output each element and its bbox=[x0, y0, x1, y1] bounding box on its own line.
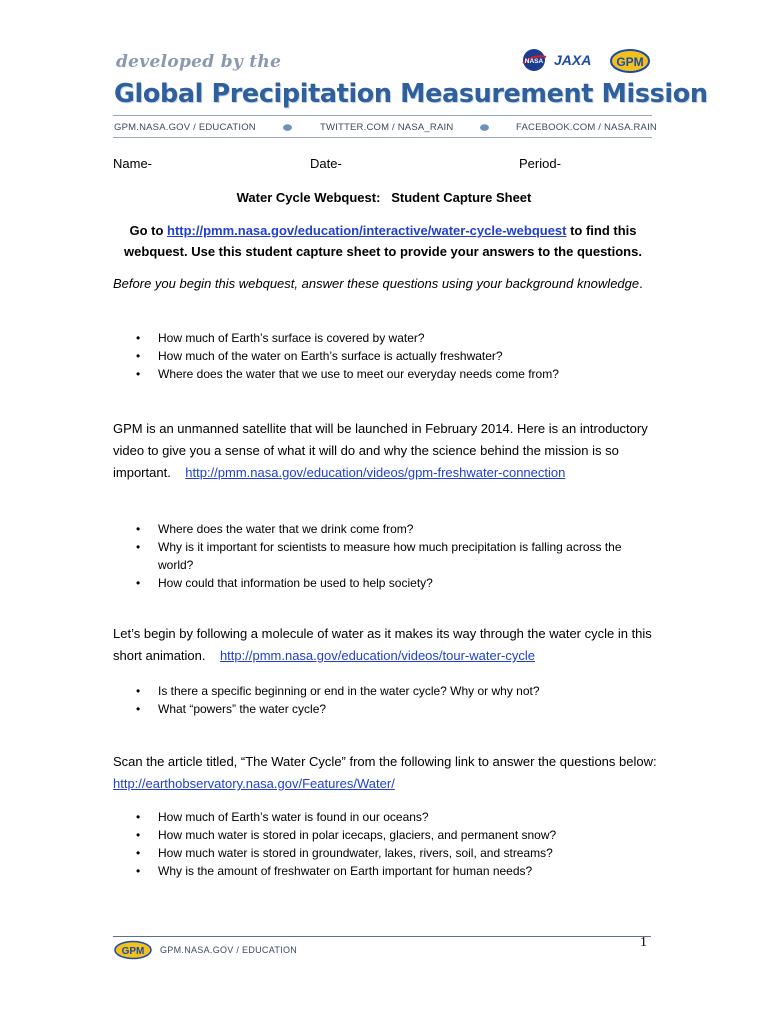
list-item: • How much of Earth’s water is found in our oceans? bbox=[113, 808, 658, 826]
footer-url: GPM.NASA.GOV / EDUCATION bbox=[160, 945, 298, 955]
question-list-article bbox=[113, 808, 658, 880]
list-item: • How could that information be used to help society? bbox=[113, 574, 658, 592]
gpm-text: GPM is an unmanned satellite that will be launched in February 2014. Here is an introductory video to give you a sense of what it will do and why the science behind the mission is so important. bbox=[113, 421, 648, 480]
nasa-logo-icon bbox=[523, 49, 546, 71]
partner-logos bbox=[520, 44, 650, 76]
list-item: • How much water is stored in groundwater, lakes, rivers, soil, and streams? bbox=[113, 844, 658, 862]
question-list-background bbox=[113, 329, 658, 383]
list-item: • How much water is stored in polar icecaps, glaciers, and permanent snow? bbox=[113, 826, 658, 844]
list-item: • Where does the water that we use to meet our everyday needs come from? bbox=[113, 365, 658, 383]
list-item: • Why is the amount of freshwater on Earth important for human needs? bbox=[113, 862, 658, 880]
social-twitter: TWITTER.COM / NASA_RAIN bbox=[320, 122, 454, 133]
name-field-label: Name- bbox=[113, 156, 153, 171]
footer-divider bbox=[113, 936, 651, 937]
goto-post: to find this webquest. Use this student capture sheet to provide your answers to the questions. bbox=[124, 223, 642, 259]
date-field-label: Date- bbox=[310, 156, 342, 171]
jaxa-logo-text: JAXA bbox=[554, 52, 592, 68]
molecule-text: Let’s begin by following a molecule of water as it makes its way through the water cycle in this short animation. bbox=[113, 626, 652, 663]
page-title: Water Cycle Webquest: Student Capture Sheet bbox=[236, 190, 532, 205]
page-number: 1 bbox=[640, 935, 647, 950]
period-field-label: Period- bbox=[519, 156, 561, 171]
article-text: Scan the article titled, “The Water Cycle” from the following link to answer the questions below: bbox=[113, 754, 657, 769]
list-item: • How much of Earth’s surface is covered by water? bbox=[113, 329, 658, 347]
raindrop-icon bbox=[282, 121, 293, 132]
nasa-logo-text: NASA bbox=[524, 58, 544, 65]
webquest-link[interactable]: http://pmm.nasa.gov/education/interactive/water-cycle-webquest bbox=[167, 223, 567, 238]
gpm-footer-logo-icon bbox=[113, 940, 153, 960]
article-paragraph bbox=[113, 751, 658, 795]
intro-paragraph bbox=[113, 273, 658, 295]
list-item: • What “powers” the water cycle? bbox=[113, 700, 658, 718]
social-education: GPM.NASA.GOV / EDUCATION bbox=[114, 122, 256, 133]
header-divider bbox=[113, 137, 652, 138]
list-item: • Why is it important for scientists to measure how much precipitation is falling across the world? bbox=[113, 538, 658, 574]
intro-text: Before you begin this webquest, answer these questions using your background knowledge bbox=[113, 276, 640, 291]
gpm-paragraph bbox=[113, 418, 658, 484]
footer-logo-text: GPM bbox=[121, 946, 145, 957]
list-item: • How much of the water on Earth’s surface is actually freshwater? bbox=[113, 347, 658, 365]
gpm-video-link[interactable]: http://pmm.nasa.gov/education/videos/gpm-freshwater-connection bbox=[185, 465, 566, 480]
list-item: • Is there a specific beginning or end in the water cycle? Why or why not? bbox=[113, 682, 658, 700]
mission-banner: Global Precipitation Measurement Mission bbox=[114, 79, 708, 109]
raindrop-icon bbox=[479, 121, 490, 132]
gpm-logo-icon bbox=[611, 50, 649, 72]
social-facebook: FACEBOOK.COM / NASA.RAIN bbox=[516, 122, 657, 133]
developed-by-text: developed by the bbox=[116, 52, 282, 72]
list-item: • Where does the water that we drink come from? bbox=[113, 520, 658, 538]
question-list-molecule bbox=[113, 682, 658, 718]
header-divider bbox=[113, 115, 652, 116]
intro-period: . bbox=[639, 276, 643, 291]
goto-pre: Go to bbox=[129, 223, 167, 238]
gpm-logo-text: GPM bbox=[616, 55, 644, 69]
goto-instructions bbox=[113, 220, 653, 262]
water-cycle-video-link[interactable]: http://pmm.nasa.gov/education/videos/tour-water-cycle bbox=[219, 648, 535, 663]
question-list-gpm bbox=[113, 520, 658, 592]
article-link[interactable]: http://earthobservatory.nasa.gov/Features/Water/ bbox=[113, 776, 395, 791]
jaxa-logo-icon bbox=[554, 52, 591, 68]
molecule-paragraph bbox=[113, 623, 658, 667]
